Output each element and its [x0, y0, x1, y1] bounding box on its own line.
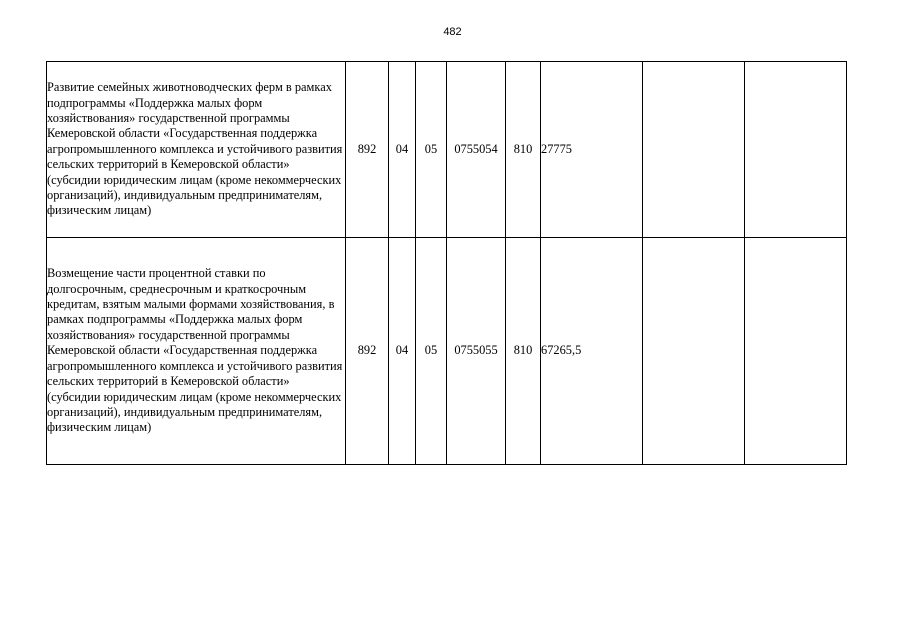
amount-cell: 27775: [541, 62, 643, 238]
target-article-cell: 0755055: [447, 238, 506, 465]
expense-type-cell: 810: [506, 238, 541, 465]
amount-cell: 67265,5: [541, 238, 643, 465]
ministry-code-cell: 892: [346, 62, 389, 238]
ministry-code-cell: 892: [346, 238, 389, 465]
row-description: Развитие семейных животноводческих ферм в рамках подпрограммы «Поддержка малых форм хозяйствования» государственной программы Кемеровской области «Государственная поддержка агропромышленного комплекса и устойчивого развития сельских территорий в Кемеровской области» (субсидии юридическим лицам (кроме некоммерческих организаций), индивидуальным предпринимателям, физическим лицам): [47, 62, 346, 238]
table-row: [47, 62, 847, 238]
section-cell: 04: [389, 238, 416, 465]
empty-cell: [745, 238, 847, 465]
empty-cell: [745, 62, 847, 238]
section-cell: 04: [389, 62, 416, 238]
row-description: Возмещение части процентной ставки по долгосрочным, среднесрочным и краткосрочным кредитам, взятым малыми формами хозяйствования, в рамках подпрограммы «Поддержка малых форм хозяйствования» государственной программы Кемеровской области «Государственная поддержка агропромышленного комплекса и устойчивого развития сельских территорий в Кемеровской области» (субсидии юридическим лицам (кроме некоммерческих организаций), индивидуальным предпринимателям, физическим лицам): [47, 238, 346, 465]
empty-cell: [643, 62, 745, 238]
table-row: [47, 238, 847, 465]
expense-type-cell: 810: [506, 62, 541, 238]
budget-table: [46, 61, 847, 465]
subsection-cell: 05: [416, 238, 447, 465]
page-number: 482: [443, 26, 462, 38]
target-article-cell: 0755054: [447, 62, 506, 238]
empty-cell: [643, 238, 745, 465]
subsection-cell: 05: [416, 62, 447, 238]
